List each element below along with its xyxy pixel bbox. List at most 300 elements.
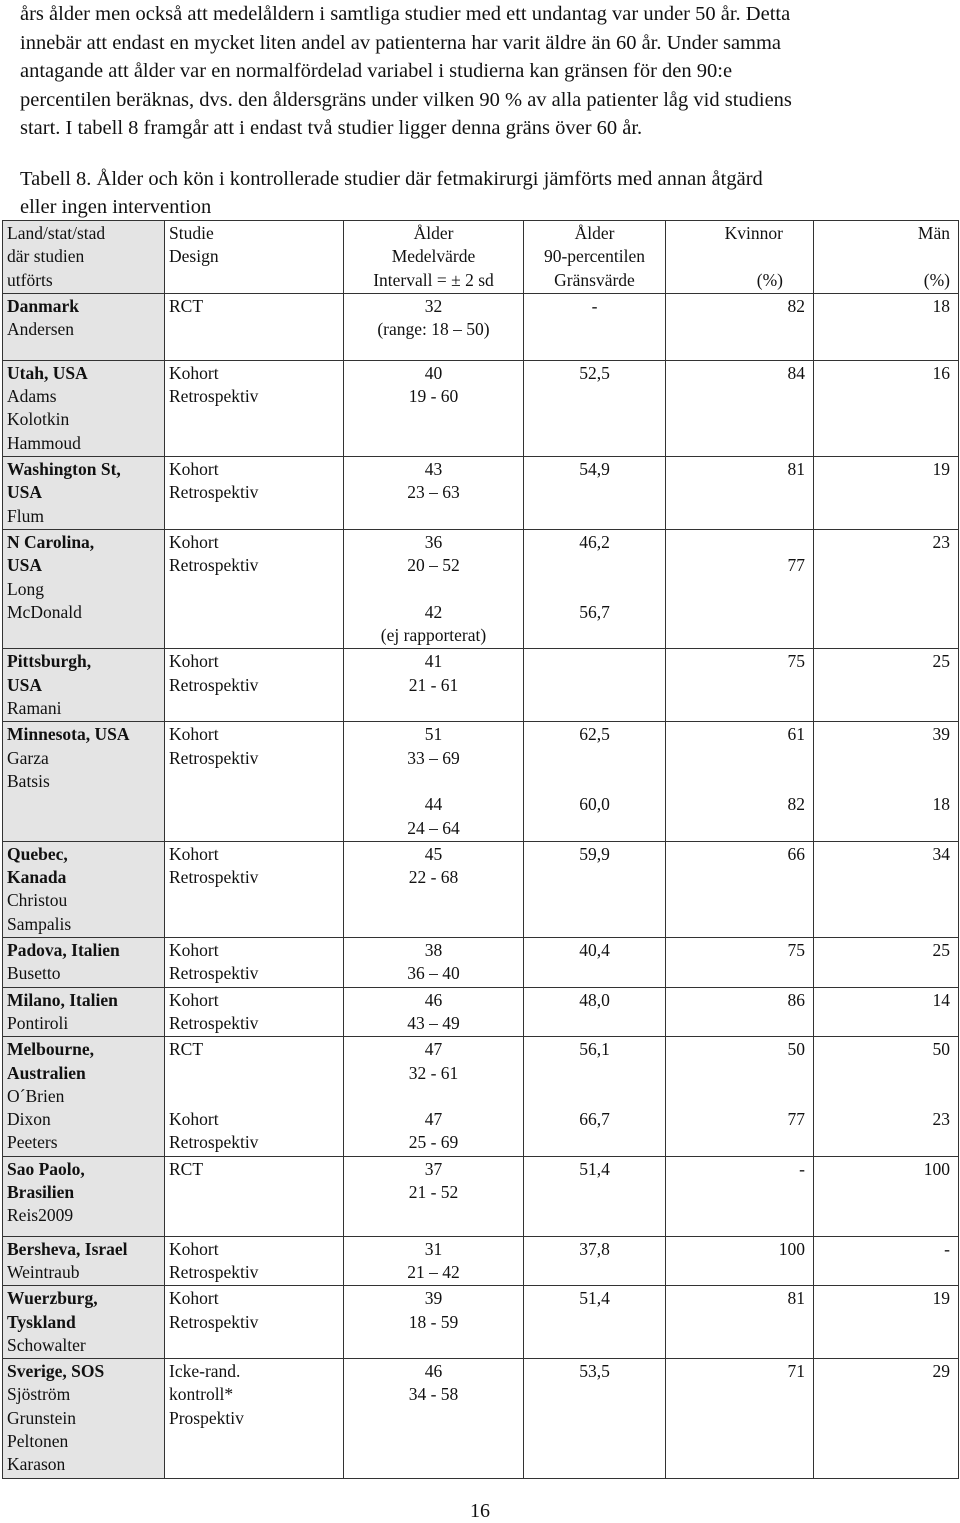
- cell-line: 19: [932, 459, 950, 480]
- header-line: Ålder: [574, 223, 615, 243]
- header-age: [344, 221, 524, 294]
- cell-line: 22 - 68: [408, 867, 459, 888]
- cell-line: [818, 770, 950, 793]
- cell-line: Pontiroli: [7, 1012, 69, 1033]
- cell-line: 50: [932, 1039, 950, 1060]
- cell-location: [3, 1156, 165, 1236]
- cell-line: Retrospektiv: [169, 674, 259, 695]
- cell-line: 19 - 60: [408, 386, 459, 407]
- cell-age: [344, 841, 524, 937]
- cell-line: 81: [787, 459, 805, 480]
- cell-women: [666, 987, 814, 1037]
- cell-design: [165, 987, 344, 1037]
- cell-line: 66: [787, 843, 805, 864]
- cell-line: Andersen: [7, 319, 75, 340]
- table-header-row: [3, 221, 959, 294]
- cell-line: N Carolina,: [7, 531, 95, 552]
- cell-women: [666, 293, 814, 360]
- caption-line: Tabell 8. Ålder och kön i kontrollerade studier där fetmakirurgi jämförts med annan åtgärd: [20, 168, 763, 190]
- header-line: Studie: [169, 223, 214, 243]
- cell-design: [165, 1156, 344, 1236]
- cell-line: Reis2009: [7, 1205, 74, 1226]
- cell-line: Kohort: [169, 1109, 219, 1130]
- cell-line: 46: [424, 989, 443, 1010]
- age-gender-table: [2, 220, 959, 1479]
- cell-p90: [524, 529, 666, 648]
- cell-line: 37: [424, 1158, 443, 1179]
- cell-age: [344, 938, 524, 988]
- cell-line: 43: [424, 459, 443, 480]
- cell-line: 18 - 59: [408, 1311, 459, 1332]
- cell-line: [169, 1085, 339, 1108]
- cell-line: [348, 1085, 519, 1108]
- cell-line: [670, 1085, 805, 1108]
- cell-design: [165, 1037, 344, 1156]
- cell-line: [528, 1085, 661, 1108]
- cell-line: 48,0: [579, 989, 610, 1010]
- table-row: [3, 360, 959, 456]
- cell-men: [814, 1037, 959, 1156]
- cell-line: [670, 747, 805, 770]
- cell-line: 75: [787, 940, 805, 961]
- cell-line: Batsis: [7, 770, 50, 791]
- cell-p90: [524, 293, 666, 360]
- cell-line: 77: [787, 555, 805, 576]
- cell-line: 47: [424, 1109, 443, 1130]
- cell-age: [344, 1156, 524, 1236]
- cell-line: 40: [424, 362, 443, 383]
- intro-line: innebär att endast en mycket liten andel av patienterna har varit äldre än 60 år. Under samma: [20, 31, 782, 54]
- cell-line: 39: [932, 724, 950, 745]
- cell-line: 56,7: [579, 601, 610, 622]
- cell-men: [814, 1286, 959, 1359]
- cell-location: [3, 1037, 165, 1156]
- table-row: [3, 841, 959, 937]
- cell-line: 100: [778, 1238, 805, 1259]
- cell-line: 100: [923, 1158, 950, 1179]
- cell-line: Kohort: [169, 362, 219, 383]
- cell-line: Peltonen: [7, 1431, 69, 1452]
- cell-age: [344, 987, 524, 1037]
- cell-location: [3, 293, 165, 360]
- cell-line: Australien: [7, 1062, 86, 1083]
- cell-line: 75: [787, 651, 805, 672]
- cell-line: Kohort: [169, 940, 219, 961]
- cell-line: USA: [7, 555, 43, 576]
- cell-p90: [524, 1037, 666, 1156]
- cell-line: 25 - 69: [408, 1132, 459, 1153]
- cell-men: [814, 293, 959, 360]
- header-design: [165, 221, 344, 294]
- cell-line: 39: [424, 1288, 443, 1309]
- cell-line: Long: [7, 578, 44, 599]
- cell-women: [666, 649, 814, 722]
- table-row: [3, 649, 959, 722]
- cell-line: 32 - 61: [408, 1062, 459, 1083]
- header-line: Intervall = ± 2 sd: [373, 269, 494, 290]
- page-number: 16: [470, 1500, 490, 1522]
- cell-line: Kohort: [169, 843, 219, 864]
- cell-line: Garza: [7, 747, 49, 768]
- header-line: Design: [169, 246, 219, 267]
- cell-line: Kanada: [7, 867, 67, 888]
- table-row: [3, 1037, 959, 1156]
- cell-age: [344, 529, 524, 648]
- cell-line: 20 – 52: [407, 555, 460, 576]
- cell-design: [165, 360, 344, 456]
- cell-location: [3, 1286, 165, 1359]
- cell-line: O´Brien: [7, 1085, 65, 1106]
- cell-line: [528, 650, 661, 673]
- cell-line: 61: [787, 724, 805, 745]
- cell-line: Retrospektiv: [169, 482, 259, 503]
- cell-location: [3, 457, 165, 530]
- cell-men: [814, 457, 959, 530]
- cell-p90: [524, 1156, 666, 1236]
- cell-women: [666, 1156, 814, 1236]
- table-row: [3, 293, 959, 360]
- cell-line: 47: [424, 1039, 443, 1060]
- cell-line: 46: [424, 1361, 443, 1382]
- cell-design: [165, 1359, 344, 1478]
- cell-age: [344, 457, 524, 530]
- cell-line: 56,1: [579, 1039, 610, 1060]
- cell-line: 29: [932, 1361, 950, 1382]
- cell-line: Utah, USA: [7, 362, 88, 383]
- cell-line: [818, 1062, 950, 1085]
- cell-line: [528, 1062, 661, 1085]
- cell-line: Retrospektiv: [169, 1311, 259, 1332]
- cell-line: 34: [932, 843, 950, 864]
- cell-line: 41: [424, 651, 443, 672]
- cell-line: 25: [932, 651, 950, 672]
- cell-line: Kolotkin: [7, 409, 70, 430]
- cell-line: Adams: [7, 386, 57, 407]
- cell-location: [3, 1236, 165, 1286]
- cell-line: Retrospektiv: [169, 747, 259, 768]
- cell-line: (ej rapporterat): [380, 625, 487, 646]
- cell-line: 21 - 52: [408, 1181, 459, 1202]
- cell-line: Padova, Italien: [7, 940, 120, 961]
- cell-age: [344, 1359, 524, 1478]
- cell-location: [3, 722, 165, 841]
- cell-design: [165, 938, 344, 988]
- header-women: Kvinnor (%): [666, 221, 814, 294]
- table-row: [3, 1236, 959, 1286]
- table-caption: [20, 165, 945, 221]
- cell-line: Flum: [7, 505, 44, 526]
- cell-women: [666, 1359, 814, 1478]
- cell-line: Icke-rand.: [169, 1361, 241, 1382]
- cell-line: 82: [787, 295, 805, 316]
- header-line: Ålder: [413, 223, 454, 243]
- cell-line: 51,4: [579, 1288, 610, 1309]
- cell-men: [814, 987, 959, 1037]
- cell-line: Prospektiv: [169, 1407, 244, 1428]
- cell-men: [814, 1236, 959, 1286]
- cell-line: 46,2: [579, 531, 610, 552]
- cell-line: Kohort: [169, 531, 219, 552]
- cell-line: 59,9: [579, 843, 610, 864]
- cell-line: Schowalter: [7, 1334, 86, 1355]
- cell-line: Retrospektiv: [169, 1261, 259, 1282]
- cell-design: [165, 1286, 344, 1359]
- cell-line: 19: [932, 1288, 950, 1309]
- cell-line: 21 - 61: [408, 674, 459, 695]
- cell-line: 18: [932, 794, 950, 815]
- cell-line: 36: [424, 531, 443, 552]
- cell-women: [666, 1286, 814, 1359]
- cell-line: Wuerzburg,: [7, 1288, 98, 1309]
- table-row: [3, 529, 959, 648]
- cell-line: 71: [787, 1361, 805, 1382]
- cell-men: [814, 722, 959, 841]
- cell-age: [344, 293, 524, 360]
- table-row: [3, 987, 959, 1037]
- cell-line: Sverige, SOS: [7, 1361, 105, 1382]
- cell-line: 51: [424, 724, 443, 745]
- cell-line: Brasilien: [7, 1181, 75, 1202]
- cell-age: [344, 722, 524, 841]
- cell-women: [666, 457, 814, 530]
- cell-line: Sao Paolo,: [7, 1158, 85, 1179]
- cell-line: Ramani: [7, 698, 62, 719]
- table-row: [3, 1156, 959, 1236]
- cell-age: [344, 1037, 524, 1156]
- cell-men: [814, 360, 959, 456]
- cell-design: [165, 293, 344, 360]
- cell-line: Kohort: [169, 989, 219, 1010]
- cell-line: 36 – 40: [407, 963, 460, 984]
- cell-line: 84: [787, 362, 805, 383]
- cell-line: 31: [424, 1238, 443, 1259]
- intro-line: percentilen beräknas, dvs. den åldersgräns under vilken 90 % av alla patienter låg vid studiens: [20, 88, 792, 111]
- header-location: [3, 221, 165, 294]
- cell-design: [165, 841, 344, 937]
- cell-line: Dixon: [7, 1109, 51, 1130]
- caption-line: eller ingen intervention: [20, 196, 212, 218]
- table-row: [3, 1359, 959, 1478]
- cell-line: 44: [424, 794, 443, 815]
- cell-line: 14: [932, 989, 950, 1010]
- cell-location: [3, 841, 165, 937]
- cell-line: Sjöström: [7, 1384, 71, 1405]
- cell-line: 52,5: [579, 362, 610, 383]
- header-line: Gränsvärde: [554, 269, 635, 290]
- cell-age: [344, 360, 524, 456]
- table-row: [3, 938, 959, 988]
- header-men: Män (%): [814, 221, 959, 294]
- cell-line: -: [799, 1158, 805, 1179]
- cell-line: USA: [7, 482, 43, 503]
- cell-line: 18: [932, 295, 950, 316]
- cell-men: [814, 1156, 959, 1236]
- cell-p90: [524, 938, 666, 988]
- cell-line: 32: [424, 295, 443, 316]
- cell-women: [666, 360, 814, 456]
- header-line: Land/stat/stad: [7, 223, 106, 243]
- cell-line: 21 – 42: [407, 1261, 460, 1282]
- cell-line: 42: [424, 601, 443, 622]
- cell-line: [528, 578, 661, 601]
- cell-line: Milano, Italien: [7, 989, 118, 1010]
- cell-line: Karason: [7, 1454, 66, 1475]
- cell-men: [814, 529, 959, 648]
- cell-line: [818, 1085, 950, 1108]
- cell-p90: [524, 1286, 666, 1359]
- table-row: [3, 1286, 959, 1359]
- cell-line: Hammoud: [7, 432, 81, 453]
- cell-line: -: [944, 1238, 950, 1259]
- cell-line: McDonald: [7, 601, 82, 622]
- cell-line: Pittsburgh,: [7, 651, 92, 672]
- cell-line: Retrospektiv: [169, 1012, 259, 1033]
- cell-line: Christou: [7, 890, 68, 911]
- cell-line: Kohort: [169, 724, 219, 745]
- cell-line: 60,0: [579, 794, 610, 815]
- cell-line: Tyskland: [7, 1311, 76, 1332]
- table-row: [3, 457, 959, 530]
- cell-p90: [524, 1236, 666, 1286]
- cell-p90: [524, 841, 666, 937]
- cell-line: Peeters: [7, 1132, 58, 1153]
- cell-location: [3, 1359, 165, 1478]
- cell-design: [165, 529, 344, 648]
- cell-line: 86: [787, 989, 805, 1010]
- cell-design: [165, 649, 344, 722]
- cell-line: 38: [424, 940, 443, 961]
- cell-line: Kohort: [169, 1238, 219, 1259]
- intro-paragraph: [20, 0, 945, 143]
- cell-p90: [524, 649, 666, 722]
- cell-line: 23 – 63: [407, 482, 460, 503]
- cell-location: [3, 938, 165, 988]
- intro-line: års ålder men också att medelåldern i samtliga studier med ett undantag var under 50 år. Detta: [20, 3, 791, 25]
- cell-p90: [524, 1359, 666, 1478]
- intro-line: start. I tabell 8 framgår att i endast två studier ligger denna gräns över 60 år.: [20, 117, 643, 139]
- cell-line: 54,9: [579, 459, 610, 480]
- cell-line: 51,4: [579, 1158, 610, 1179]
- cell-p90: [524, 722, 666, 841]
- cell-line: (range: 18 – 50): [377, 319, 490, 340]
- cell-line: [169, 1062, 339, 1085]
- cell-line: Melbourne,: [7, 1039, 95, 1060]
- cell-line: RCT: [169, 1158, 204, 1179]
- cell-line: Kohort: [169, 1288, 219, 1309]
- cell-women: [666, 841, 814, 937]
- cell-women: [666, 938, 814, 988]
- cell-line: [528, 747, 661, 770]
- cell-line: 23: [932, 1109, 950, 1130]
- cell-location: [3, 529, 165, 648]
- cell-line: Busetto: [7, 963, 61, 984]
- cell-line: 62,5: [579, 724, 610, 745]
- cell-line: 82: [787, 794, 805, 815]
- cell-design: [165, 1236, 344, 1286]
- cell-line: [670, 770, 805, 793]
- cell-line: 16: [932, 362, 950, 383]
- cell-age: [344, 1236, 524, 1286]
- cell-line: 40,4: [579, 940, 610, 961]
- cell-men: [814, 1359, 959, 1478]
- cell-line: 77: [787, 1109, 805, 1130]
- cell-line: 43 – 49: [407, 1012, 460, 1033]
- cell-line: [670, 531, 805, 554]
- cell-age: [344, 1286, 524, 1359]
- cell-line: RCT: [169, 295, 204, 316]
- cell-design: [165, 722, 344, 841]
- cell-line: Grunstein: [7, 1407, 77, 1428]
- cell-women: [666, 722, 814, 841]
- cell-line: [670, 1062, 805, 1085]
- cell-women: [666, 1236, 814, 1286]
- cell-line: USA: [7, 674, 43, 695]
- cell-men: [814, 841, 959, 937]
- cell-p90: [524, 987, 666, 1037]
- cell-line: [818, 747, 950, 770]
- cell-line: 81: [787, 1288, 805, 1309]
- cell-line: Quebec,: [7, 843, 68, 864]
- cell-line: [528, 554, 661, 577]
- cell-women: [666, 529, 814, 648]
- header-line: där studien: [7, 246, 85, 267]
- cell-line: [528, 770, 661, 793]
- cell-men: [814, 938, 959, 988]
- cell-line: kontroll*: [169, 1384, 234, 1405]
- cell-line: Danmark: [7, 295, 79, 316]
- cell-line: 53,5: [579, 1361, 610, 1382]
- cell-p90: [524, 457, 666, 530]
- cell-line: Retrospektiv: [169, 963, 259, 984]
- cell-line: Retrospektiv: [169, 386, 259, 407]
- cell-line: 23: [932, 531, 950, 552]
- cell-line: [348, 770, 519, 793]
- cell-line: [348, 578, 519, 601]
- cell-line: Weintraub: [7, 1261, 80, 1282]
- cell-line: 45: [424, 843, 443, 864]
- cell-age: [344, 649, 524, 722]
- cell-line: Minnesota, USA: [7, 724, 130, 745]
- cell-line: -: [591, 295, 598, 316]
- header-line: Medelvärde: [391, 246, 476, 267]
- cell-line: Washington St,: [7, 459, 121, 480]
- cell-p90: [524, 360, 666, 456]
- cell-line: 34 - 58: [408, 1384, 459, 1405]
- cell-line: Retrospektiv: [169, 555, 259, 576]
- table-row: [3, 722, 959, 841]
- cell-location: [3, 987, 165, 1037]
- cell-location: [3, 360, 165, 456]
- cell-location: [3, 649, 165, 722]
- cell-design: [165, 457, 344, 530]
- cell-men: [814, 649, 959, 722]
- cell-line: Kohort: [169, 459, 219, 480]
- cell-line: 50: [787, 1039, 805, 1060]
- cell-line: RCT: [169, 1039, 204, 1060]
- cell-line: 25: [932, 940, 950, 961]
- cell-women: [666, 1037, 814, 1156]
- cell-line: 37,8: [579, 1238, 610, 1259]
- cell-line: Bersheva, Israel: [7, 1238, 128, 1259]
- cell-line: 33 – 69: [407, 747, 460, 768]
- cell-line: 66,7: [579, 1109, 610, 1130]
- intro-line: antagande att ålder var en normalfördelad variabel i studierna kan gränsen för den 90:e: [20, 60, 733, 82]
- cell-line: Sampalis: [7, 913, 72, 934]
- header-line: utförts: [7, 269, 53, 290]
- cell-line: Retrospektiv: [169, 867, 259, 888]
- header-p90: [524, 221, 666, 294]
- cell-line: 24 – 64: [407, 817, 460, 838]
